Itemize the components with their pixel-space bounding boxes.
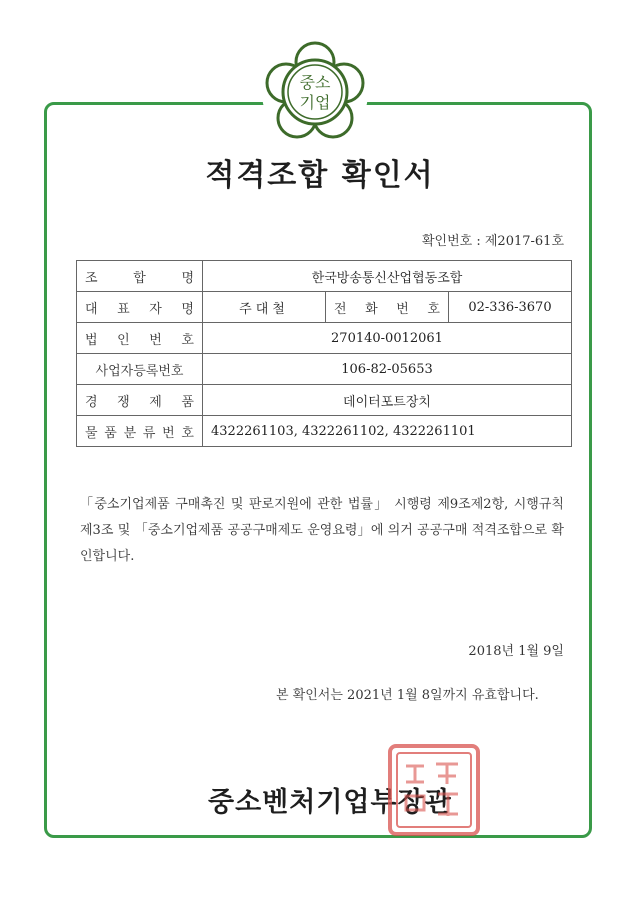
table-row: [77, 323, 572, 354]
product-label: [77, 385, 203, 416]
rep-value: 주대철: [203, 292, 326, 323]
rep-label-text: 대 표 자 명: [85, 301, 194, 317]
product-label-text: 경 쟁 제 품: [85, 394, 194, 410]
table-row: [77, 416, 572, 447]
certificate-number: 확인번호 : 제2017-61호: [421, 234, 564, 249]
product-value: 데이터포트장치: [203, 385, 572, 416]
emblem-line1: 중소: [299, 73, 331, 92]
corp-label-text: 법 인 번 호: [85, 332, 194, 348]
table-row: [77, 354, 572, 385]
issuer-name: 중소벤처기업부장관: [208, 787, 452, 818]
phone-label-text: 전 화 번 호: [334, 301, 440, 317]
bizreg-value: 106-82-05653: [203, 354, 572, 385]
classif-label-text: 물 품 분 류 번 호: [85, 425, 194, 441]
issue-date: 2018년 1월 9일: [468, 644, 564, 659]
union-value: 한국방송통신산업협동조합: [203, 261, 572, 292]
validity-text: 본 확인서는 2021년 1월 8일까지 유효합니다.: [276, 688, 539, 703]
corp-label: [77, 323, 203, 354]
document-title: 적격조합 확인서: [205, 158, 435, 193]
classif-label: [77, 416, 203, 447]
union-label: [77, 261, 203, 292]
document-border: [44, 102, 592, 838]
rep-label: [77, 292, 203, 323]
phone-value: 02-336-3670: [449, 292, 572, 323]
bizreg-label: 사업자등록번호: [77, 354, 203, 385]
table-row: [77, 385, 572, 416]
table-row: [77, 261, 572, 292]
union-label-text: 조 합 명: [85, 270, 194, 286]
table-row: [77, 292, 572, 323]
phone-label: [326, 292, 449, 323]
classif-value: 4322261103, 4322261102, 4322261101: [203, 416, 572, 447]
emblem-line2: 기업: [299, 93, 331, 112]
body-text: 「중소기업제품 구매촉진 및 판로지원에 관한 법률」 시행령 제9조제2항, 시행규칙 제3조 및 「중소기업제품 공공구매제도 운영요령」에 의거 공공구매 적격조합으로 확인합니다.: [80, 497, 564, 564]
corp-value: 270140-0012061: [203, 323, 572, 354]
info-table: [76, 260, 572, 447]
official-seal-icon: [386, 742, 482, 838]
sme-emblem-icon: [262, 40, 368, 146]
